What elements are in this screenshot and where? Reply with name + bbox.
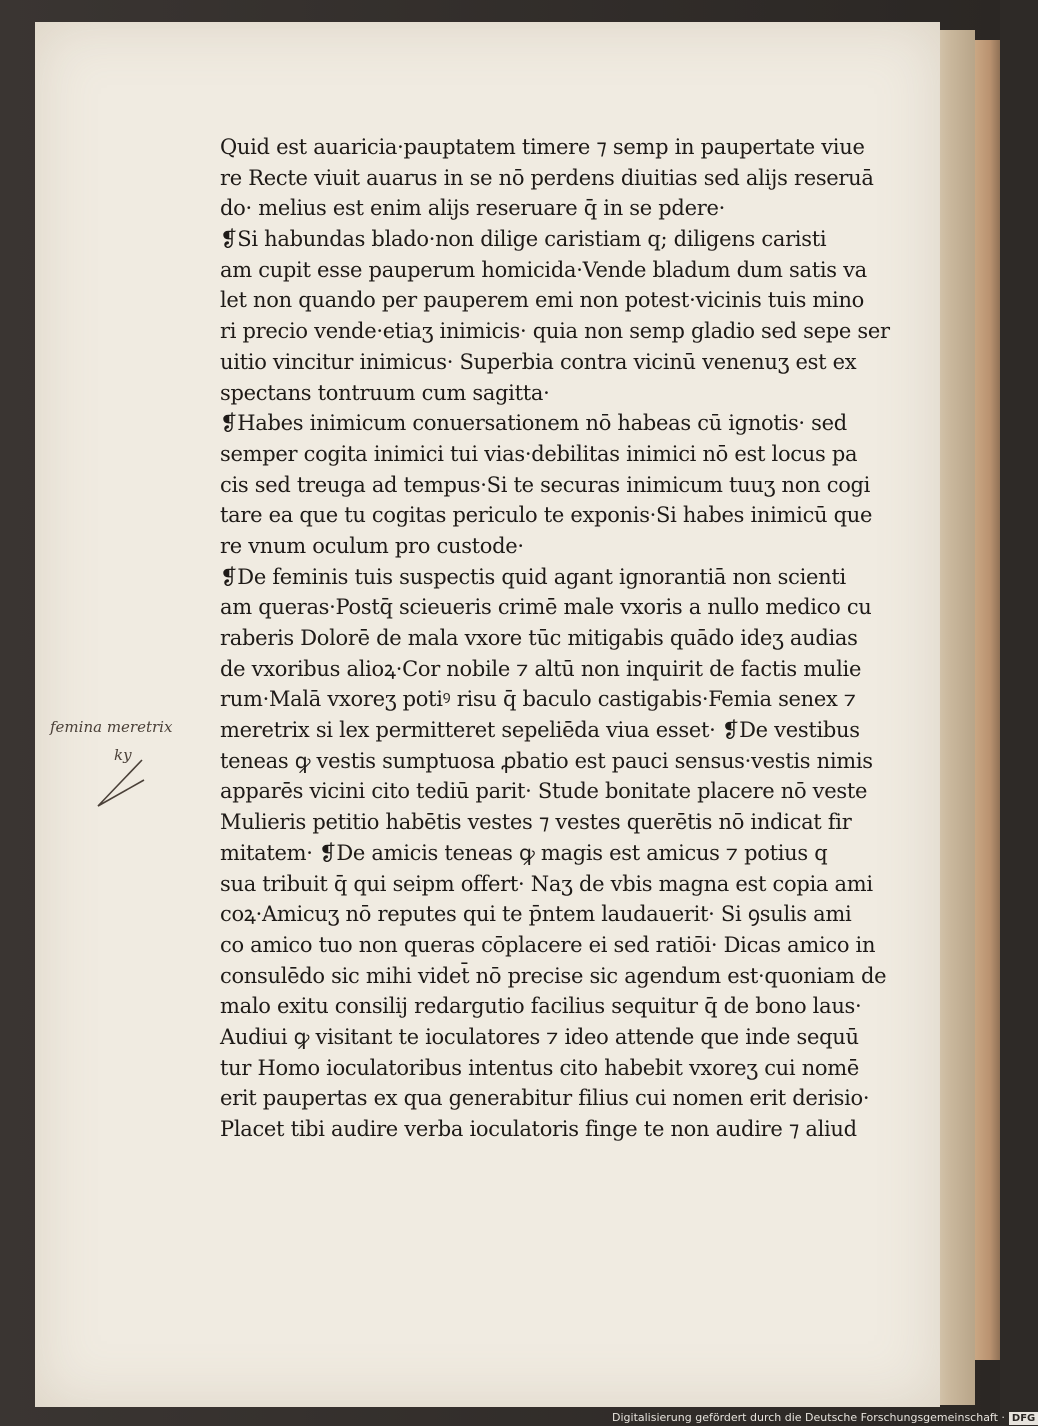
marginal-note-line-2: ky xyxy=(114,746,132,764)
text-line: Audiui ꝙ visitant te ioculatores ⁊ ideo attende que inde sequū xyxy=(220,1024,859,1049)
text-line: do· melius est enim alijs reseruare q̄ in se pdere· xyxy=(220,196,725,221)
text-line: tare ea que tu cogitas periculo te exponis·Si habes inimicū que xyxy=(220,503,873,528)
text-line: Quid est auaricia·pauptatem timere ⁊ semp in paupertate viue xyxy=(220,135,865,159)
text-line: Placet tibi audire verba ioculatoris finge te non audire ⁊ aliud xyxy=(220,1117,857,1141)
text-line: sua tribuit q̄ qui seipm offert· Naʒ de vbis magna est copia ami xyxy=(220,871,873,896)
text-line: erit paupertas ex qua generabitur filius cui nomen erit derisio· xyxy=(220,1086,870,1111)
text-line: ri precio vende·etiaʒ inimicis· quia non semp gladio sed sepe ser xyxy=(220,319,890,344)
text-line: malo exitu consilij redargutio facilius sequitur q̄ de bono laus· xyxy=(220,994,862,1019)
marginal-pointer-mark xyxy=(50,708,220,818)
text-line: Mulieris petitio habētis vestes ⁊ vestes querētis nō indicat fir xyxy=(220,810,852,835)
text-line: spectans tontruum cum sagitta· xyxy=(220,380,550,405)
text-line: let non quando per pauperem emi non potest·vicinis tuis mino xyxy=(220,288,865,313)
text-line: mitatem· ❡De amicis teneas ꝙ magis est amicus ⁊ potius q xyxy=(220,840,828,865)
text-line: am cupit esse pauperum homicida·Vende bladum dum satis va xyxy=(220,257,867,282)
text-line: cis sed treuga ad tempus·Si te securas inimicum tuuʒ non cogi xyxy=(220,472,871,497)
text-line: meretrix si lex permitteret sepeliēda viua esset· ❡De vestibus xyxy=(220,718,860,743)
text-line: teneas ꝙ vestis sumptuosa ꝓbatio est pauci sensus·vestis nimis xyxy=(220,748,873,773)
text-line: ❡Habes inimicum conuersationem nō habeas cū ignotis· sed xyxy=(220,411,847,436)
text-line: ❡Si habundas blado·non dilige caristiam q; diligens caristi xyxy=(220,227,827,252)
marginal-annotation xyxy=(50,708,220,818)
footer-text: Digitalisierung gefördert durch die Deutsche Forschungsgemeinschaft · xyxy=(612,1411,1005,1424)
text-line: ❡De feminis tuis suspectis quid agant ignorantiā non scienti xyxy=(220,564,846,589)
dfg-logo: DFG xyxy=(1009,1412,1038,1425)
text-line: rum·Malā vxoreʒ potiꝰ risu q̄ baculo castigabis·Femia senex ⁊ xyxy=(220,687,856,712)
text-line: apparēs vicini cito tediū parit· Stude bonitate placere nō veste xyxy=(220,779,868,804)
text-line: co amico tuo non queras cōplacere ei sed ratiōi· Dicas amico in xyxy=(220,932,876,957)
text-line: semper cogita inimici tui vias·debilitas inimici nō est locus pa xyxy=(220,441,858,466)
digitization-footer xyxy=(612,1410,1036,1426)
text-line: de vxoribus alioꝝ·Cor nobile ⁊ altū non inquirit de factis mulie xyxy=(220,656,862,681)
text-line: tur Homo ioculatoribus intentus cito habebit vxoreʒ cui nomē xyxy=(220,1055,860,1080)
text-line: raberis Dolorē de mala vxore tūc mitigabis quādo ideʒ audias xyxy=(220,626,858,650)
book-binding xyxy=(975,40,1000,1360)
text-line: am queras·Postq̄ scieueris crimē male vxoris a nullo medico cu xyxy=(220,595,872,620)
text-line: re Recte viuit auarus in se nō perdens diuitias sed alijs reseruā xyxy=(220,165,874,190)
text-line: consulēdo sic mihi videt̄ nō precise sic agendum est·quoniam de xyxy=(220,963,887,988)
text-block xyxy=(220,132,890,1145)
marginal-note-line-1: femina meretrix xyxy=(50,718,173,736)
text-line: coꝝ·Amicuʒ nō reputes qui te p̄ntem laudauerit· Si ꝯsulis ami xyxy=(220,902,852,927)
text-line: uitio vincitur inimicus· Superbia contra vicinū venenuʒ est ex xyxy=(220,349,857,374)
text-line: re vnum oculum pro custode· xyxy=(220,533,524,558)
